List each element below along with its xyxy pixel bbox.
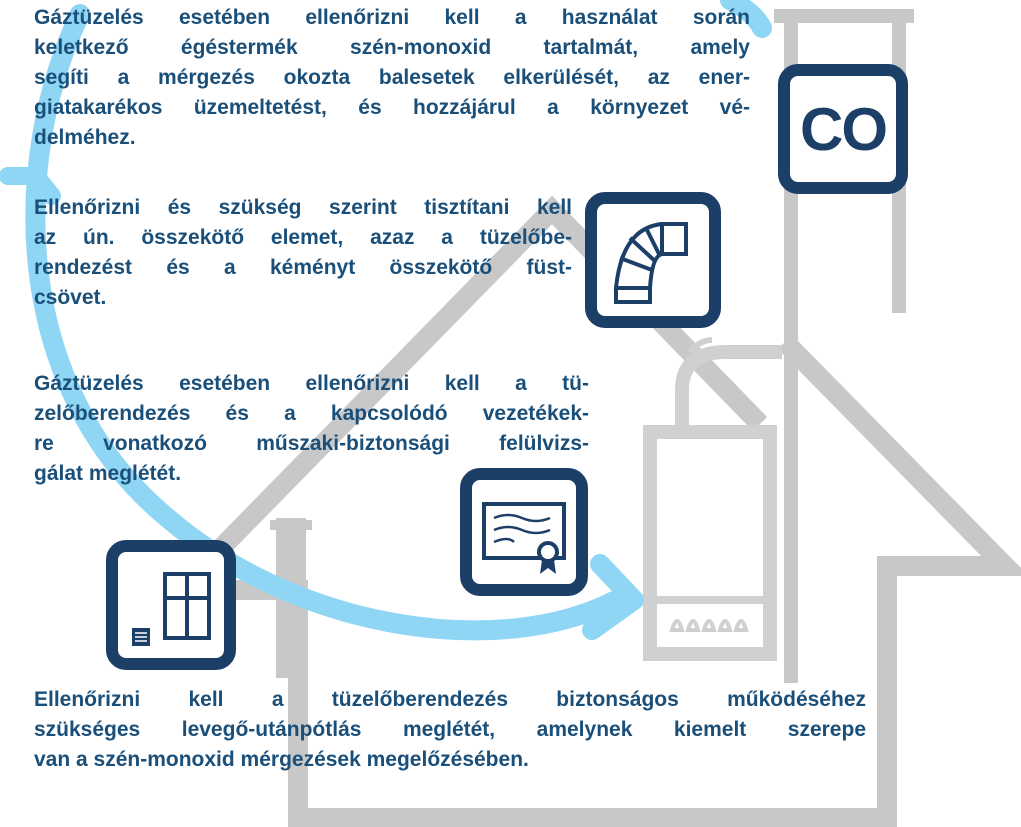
certificate-icon xyxy=(466,474,582,590)
air-supply-paragraph: Ellenőrizni kell a tüzelőberendezés biztonságos működéséhez szükséges levegő-utánpótlás meglétét, amelynek kiemelt szerepe van a szén-monoxid mérgezések megelőzésében. xyxy=(34,688,866,771)
gas-inspection-paragraph: Gáztüzelés esetében ellenőrizni kell a tü- zelőberendezés és a kapcsolódó vezetékek- re vonatkozó műszaki-biztonsági felülvizs- gálat meglétét. xyxy=(34,372,589,485)
co-check-paragraph: Gáztüzelés esetében ellenőrizni kell a használat során keletkező égéstermék szén-monoxid tartalmát, amely segíti a mérgezés okozta balesetek elkerülését, az ener- giatakarékos üzemeltetést, és hozzájárul a környezet vé- delméhez. xyxy=(34,6,750,149)
connector-pipe-icon xyxy=(591,198,715,322)
connector-check-paragraph: Ellenőrizni és szükség szerint tisztítani kell az ún. összekötő elemet, azaz a tüzelőbe- rendezést és a kéményt összekötő füst- csövet. xyxy=(34,196,572,309)
co-icon-label: CO xyxy=(800,95,886,163)
boiler-icon xyxy=(650,352,782,654)
window-vent-icon xyxy=(112,546,230,664)
